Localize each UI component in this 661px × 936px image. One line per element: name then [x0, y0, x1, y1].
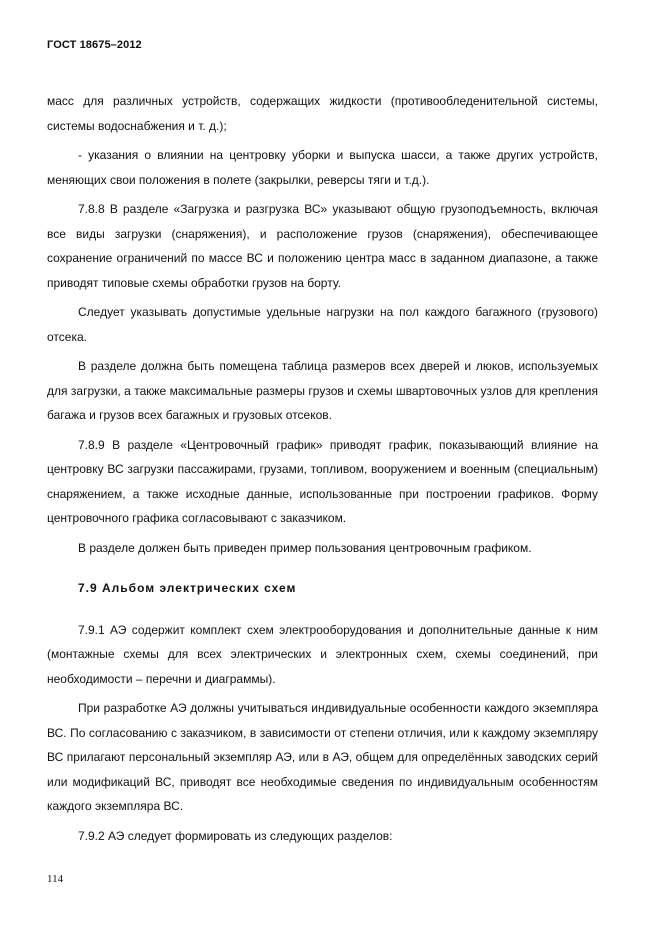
document-header: ГОСТ 18675–2012	[47, 39, 142, 51]
section-heading-7-9: 7.9 Альбом электрических схем	[78, 581, 297, 595]
paragraph-7-8-9: 7.8.9 В разделе «Центровочный график» приводят график, показывающий влияние на центровку ВС загрузки пассажирами, грузами, топливом, вооружением и военным (специальным) снаряжением, а также исходные данные, использованные при построении графиков. Форму центровочного графика согласовывают с заказчиком.	[47, 437, 598, 525]
paragraph-list-item: - указания о влиянии на центровку уборки и выпуска шасси, а также других устройств, меняющих свои положения в полете (закрылки, реверсы тяги и т.д.).	[47, 148, 598, 187]
paragraph-7-9-1: 7.9.1 АЭ содержит комплект схем электрооборудования и дополнительные данные к ним (монтажные схемы для всех электрических и электронных схем, схемы соединений, при необходимости – перечни и диаграммы).	[47, 622, 598, 686]
page-number: 114	[47, 873, 64, 885]
paragraph-example: В разделе должен быть приведен пример пользования центровочным графиком.	[78, 540, 532, 555]
paragraph-7-8-8: 7.8.8 В разделе «Загрузка и разгрузка ВС» указывают общую грузоподъемность, включая все виды загрузки (снаряжения), и расположение грузов (снаряжения), обеспечивающее сохранение ограничений по массе ВС и положению центра масс в заданном диапазоне, а также приводят типовые схемы обработки грузов на борту.	[47, 202, 598, 290]
paragraph-continuation: масс для различных устройств, содержащих жидкости (противообледенительной системы, системы водоснабжения и т. д.);	[47, 94, 598, 133]
paragraph-7-9-2: 7.9.2 АЭ следует формировать из следующих разделов:	[78, 828, 393, 843]
paragraph-doors-table: В разделе должна быть помещена таблица размеров всех дверей и люков, используемых для загрузки, а также максимальные размеры грузов и схемы швартовочных узлов для крепления багажа и грузов всех багажных и грузовых отсеков.	[47, 359, 598, 422]
paragraph-individual-features: При разработке АЭ должны учитываться индивидуальные особенности каждого экземпляра ВС. По согласованию с заказчиком, в зависимости от степени отличия, или к каждому экземпляру ВС прилагают персональный экземпляр АЭ, или в АЭ, общем для определённых заводских серий или модификаций ВС, приводят все необходимые сведения по индивидуальным особенностям каждого экземпляра ВС.	[47, 701, 598, 813]
document-body	[47, 89, 598, 853]
paragraph-floor-loads: Следует указывать допустимые удельные нагрузки на пол каждого багажного (грузового) отсека.	[47, 305, 598, 344]
